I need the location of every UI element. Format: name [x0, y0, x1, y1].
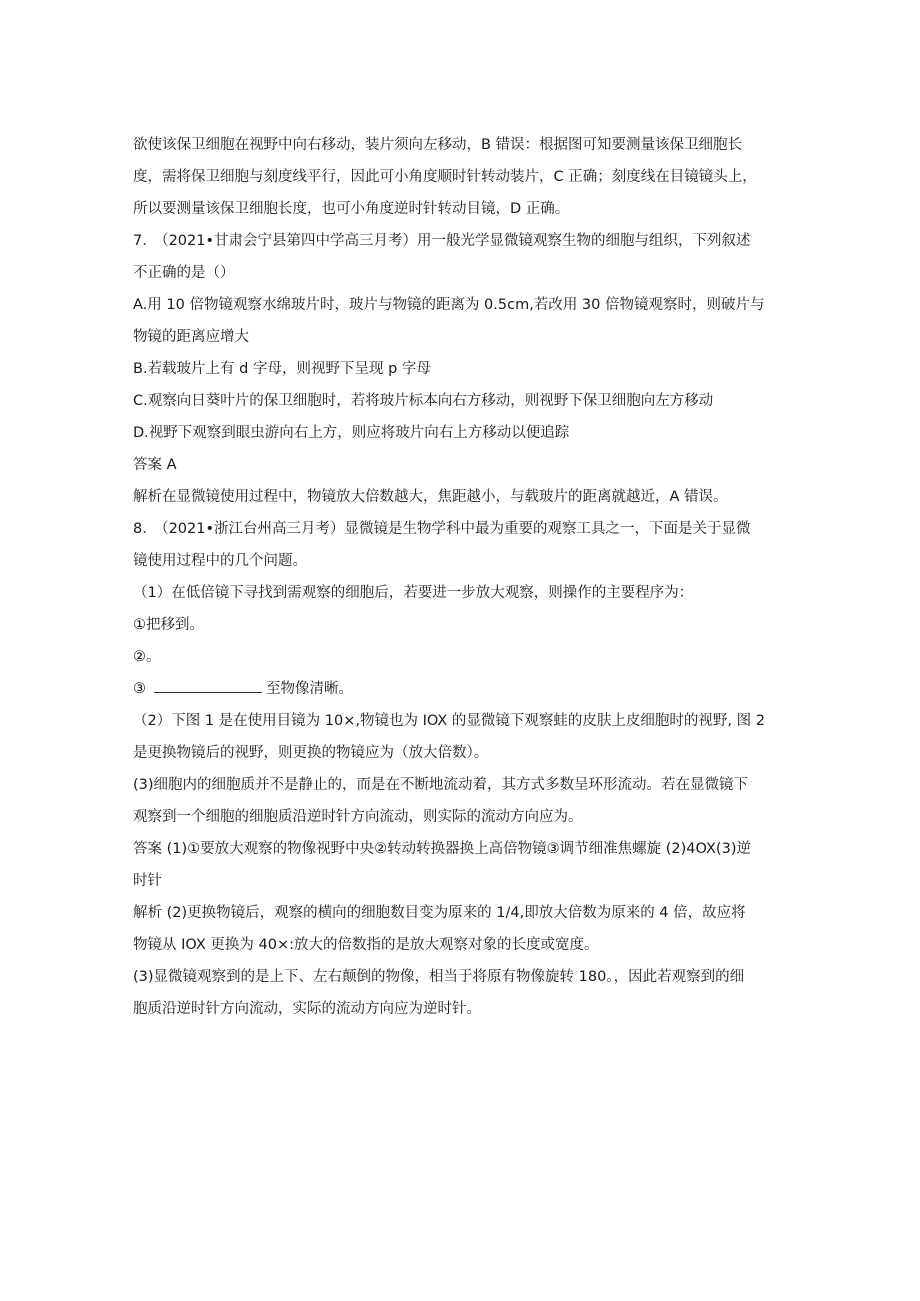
step-3 — [133, 678, 800, 700]
text-line: 胞质沿逆时针方向流动，实际的流动方向应为逆时针。 — [133, 1001, 481, 1017]
option-a: A.用 10 倍物镜观察水绵玻片时，玻片与物镜的距离为 0.5cm,若改用 30 倍物镜观察时，则破片与 — [133, 297, 765, 313]
step-1: ①把移到。 — [133, 617, 204, 633]
option-b: B.若载玻片上有 d 字母，则视野下呈现 p 字母 — [133, 361, 431, 377]
step-2: ②。 — [133, 649, 161, 665]
text-line: 时针 — [133, 873, 162, 889]
fill-blank — [154, 678, 262, 693]
step-3-text: 至物像清晰。 — [266, 681, 353, 697]
text-line: 物镜的距离应增大 — [133, 329, 249, 345]
text-line: 镜使用过程中的几个问题。 — [133, 553, 307, 569]
sub-question-1: （1）在低倍镜下寻找到需观察的细胞后，若要进一步放大观察，则操作的主要程序为： — [133, 585, 694, 601]
sub-question-3: (3)细胞内的细胞质并不是静止的，而是在不断地流动着，其方式多数呈环形流动。若在显微镜下 — [133, 777, 749, 793]
question-8-stem: 8. （2021•浙江台州高三月考）显微镜是生物学科中最为重要的观察工具之一，下面是关于显微 — [133, 521, 751, 537]
text-line: 所以要测量该保卫细胞长度，也可小角度逆时针转动目镜，D 正确。 — [133, 201, 570, 217]
analysis-8-2: 解析 (2)更换物镜后，观察的横向的细胞数目变为原来的 1/4,即放大倍数为原来的 4 倍，故应将 — [133, 905, 746, 921]
answer-8: 答案 (1)①要放大观察的物像视野中央②转动转换器换上高倍物镜③调节细准焦螺旋 (2)4OX(3)逆 — [133, 841, 751, 857]
analysis-7: 解析在显微镜使用过程中，物镜放大倍数越大，焦距越小，与载玻片的距离就越近，A 错误。 — [133, 489, 728, 505]
sub-question-2: （2）下图 1 是在使用目镜为 10×,物镜也为 IOX 的显微镜下观察蛙的皮肤上皮细胞时的视野, 图 2 — [133, 713, 765, 729]
text-line: 度，需将保卫细胞与刻度线平行，因此可小角度顺时针转动装片，C 正确；刻度线在目镜镜头上， — [133, 169, 757, 185]
option-d: D.视野下观察到眼虫游向右上方，则应将玻片向右上方移动以便追踪 — [133, 425, 570, 441]
option-c: C.观察向日葵叶片的保卫细胞时，若将玻片标本向右方移动，则视野下保卫细胞向左方移动 — [133, 393, 714, 409]
analysis-8-3: (3)显微镜观察到的是上下、左右颠倒的物像，相当于将原有物像旋转 180。，因此若观察到的细 — [133, 969, 745, 985]
step-3-marker: ③ — [133, 681, 146, 697]
text-line: 欲使该保卫细胞在视野中向右移动，装片须向左移动，B 错误：根据图可知要测量该保卫细胞长 — [133, 137, 743, 153]
text-line: 不正确的是（） — [133, 265, 235, 281]
answer-7: 答案 A — [133, 457, 177, 473]
text-line: 物镜从 IOX 更换为 40×:放大的倍数指的是放大观察对象的长度或宽度。 — [133, 937, 599, 953]
question-7-stem: 7. （2021•甘肃会宁县第四中学高三月考）用一般光学显微镜观察生物的细胞与组织，下列叙述 — [133, 233, 751, 249]
text-line: 是更换物镜后的视野，则更换的物镜应为（放大倍数）。 — [133, 745, 489, 761]
text-line: 观察到一个细胞的细胞质沿逆时针方向流动，则实际的流动方向应为。 — [133, 809, 583, 825]
